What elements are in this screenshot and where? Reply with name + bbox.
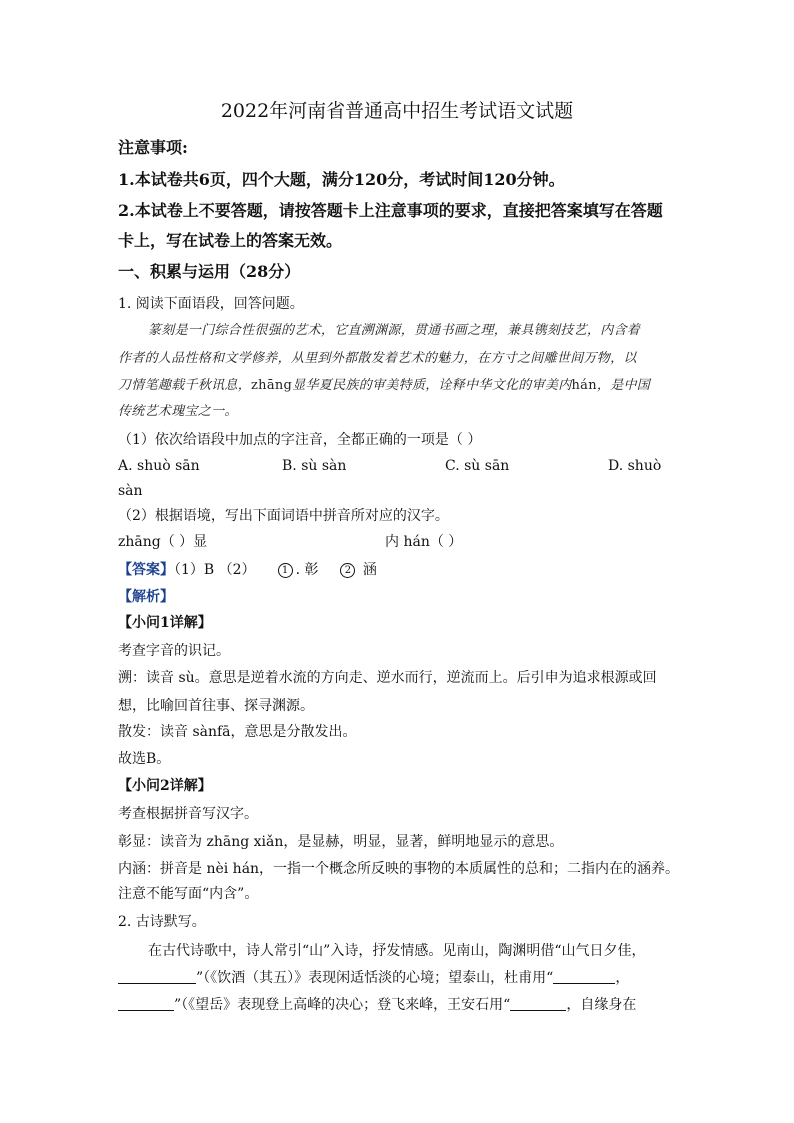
answer-text: （1）B （2） — [174, 562, 256, 578]
option-d-continued: sàn — [118, 483, 143, 499]
passage-line-1: 篆刻是一门综合性很强的艺术，它直溯渊源，贯通书画之理，兼具镌刻技艺，内含着 — [148, 323, 641, 338]
answer-blank — [118, 996, 174, 1011]
question-2-text: ，自缘身在 — [566, 997, 637, 1013]
fill-blank-han: 内 hán（ ） — [385, 534, 463, 550]
notice-item-2-line-2: 卡上，写在试卷上的答案无效。 — [118, 231, 343, 250]
answer-value-2: 涵 — [358, 562, 377, 578]
option-c: C. sù sān — [445, 458, 510, 474]
question-1-part-2: （2）根据语境，写出下面词语中拼音所对应的汉字。 — [118, 508, 449, 524]
notice-heading: 注意事项: — [118, 138, 188, 157]
circled-number-2: 2 — [340, 563, 355, 578]
sub-2-line-1: 考查根据拼音写汉字。 — [118, 806, 258, 822]
question-2-line-2 — [118, 968, 629, 988]
sub-question-1-label: 【小问1详解】 — [118, 615, 212, 631]
question-2-stem: 2. 古诗默写。 — [118, 914, 206, 930]
answer-blank — [510, 996, 566, 1011]
passage-text: 刀情笔趣载千秋讯息， — [118, 378, 252, 393]
pinyin-han: hán — [571, 378, 597, 393]
passage-line-3 — [118, 376, 650, 396]
pinyin-zhang: zhāng — [251, 378, 293, 393]
answer-value-1: . 彰 — [295, 562, 319, 578]
notice-item-2-line-1: 2.本试卷上不要答题，请按答题卡上注意事项的要求，直接把答案填写在答题 — [118, 201, 663, 220]
option-a: A. shuò sān — [118, 458, 200, 474]
question-2-text: ”（《望岳》表现登上高峰的决心；登飞来峰，王安石用“ — [174, 997, 511, 1013]
answer-line — [118, 560, 377, 580]
passage-line-2: 作者的人品性格和文学修养，从里到外都散发着艺术的魅力，在方寸之间雕世间万物，以 — [118, 351, 637, 366]
question-1-stem: 1. 阅读下面语段，回答问题。 — [118, 296, 304, 312]
sub-1-line-5: 故选B。 — [118, 751, 171, 767]
answer-blank — [553, 969, 615, 984]
question-1-part-1: （1）依次给语段中加点的字注音，全都正确的一项是（ ） — [118, 432, 482, 448]
question-2-line-3 — [118, 995, 636, 1015]
fill-blank-zhang: zhāng（ ）显 — [118, 534, 208, 550]
sub-1-line-2: 溯：读音 sù。意思是逆着水流的方向走、逆水而行，逆流而上。后引申为追求根源或回 — [118, 670, 657, 686]
passage-line-4: 传统艺术瑰宝之一。 — [118, 404, 238, 419]
question-2-line-1: 在古代诗歌中，诗人常引“山”入诗，抒发情感。见南山，陶渊明借“山气日夕佳， — [148, 943, 646, 959]
answer-blank — [118, 969, 196, 984]
circled-number-1: 1 — [278, 563, 293, 578]
passage-text: ，是中国 — [596, 378, 651, 393]
option-d: D. shuò — [608, 458, 662, 474]
sub-2-line-4: 注意不能写面“内含”。 — [118, 886, 259, 902]
passage-text: 显华夏民族的审美特质，诠释中华文化的审美内 — [292, 378, 572, 393]
section-heading: 一、积累与运用（28分） — [118, 262, 301, 281]
sub-2-line-3: 内涵：拼音是 nèi hán，一指一个概念所反映的事物的本质属性的总和；二指内在的涵养。 — [118, 861, 680, 877]
notice-item-1: 1.本试卷共6页，四个大题，满分120分，考试时间120分钟。 — [118, 170, 565, 189]
option-b: B. sù sàn — [282, 458, 347, 474]
sub-1-line-4: 散发：读音 sànfā，意思是分散发出。 — [118, 724, 357, 740]
sub-2-line-2: 彰显：读音为 zhāng xiǎn，是显赫，明显，显著，鲜明地显示的意思。 — [118, 834, 564, 850]
answer-label: 【答案】 — [118, 562, 174, 578]
sub-question-2-label: 【小问2详解】 — [118, 778, 212, 794]
sub-1-line-3: 想，比喻回首往事、探寻渊源。 — [118, 698, 314, 714]
question-2-text: ”（《饮酒（其五）》表现闲适恬淡的心境；望泰山，杜甫用“ — [196, 970, 554, 986]
analysis-label: 【解析】 — [118, 589, 174, 605]
page-title: 2022年河南省普通高中招生考试语文试题 — [220, 100, 574, 122]
sub-1-line-1: 考查字音的识记。 — [118, 643, 230, 659]
question-2-text: ， — [615, 970, 630, 986]
